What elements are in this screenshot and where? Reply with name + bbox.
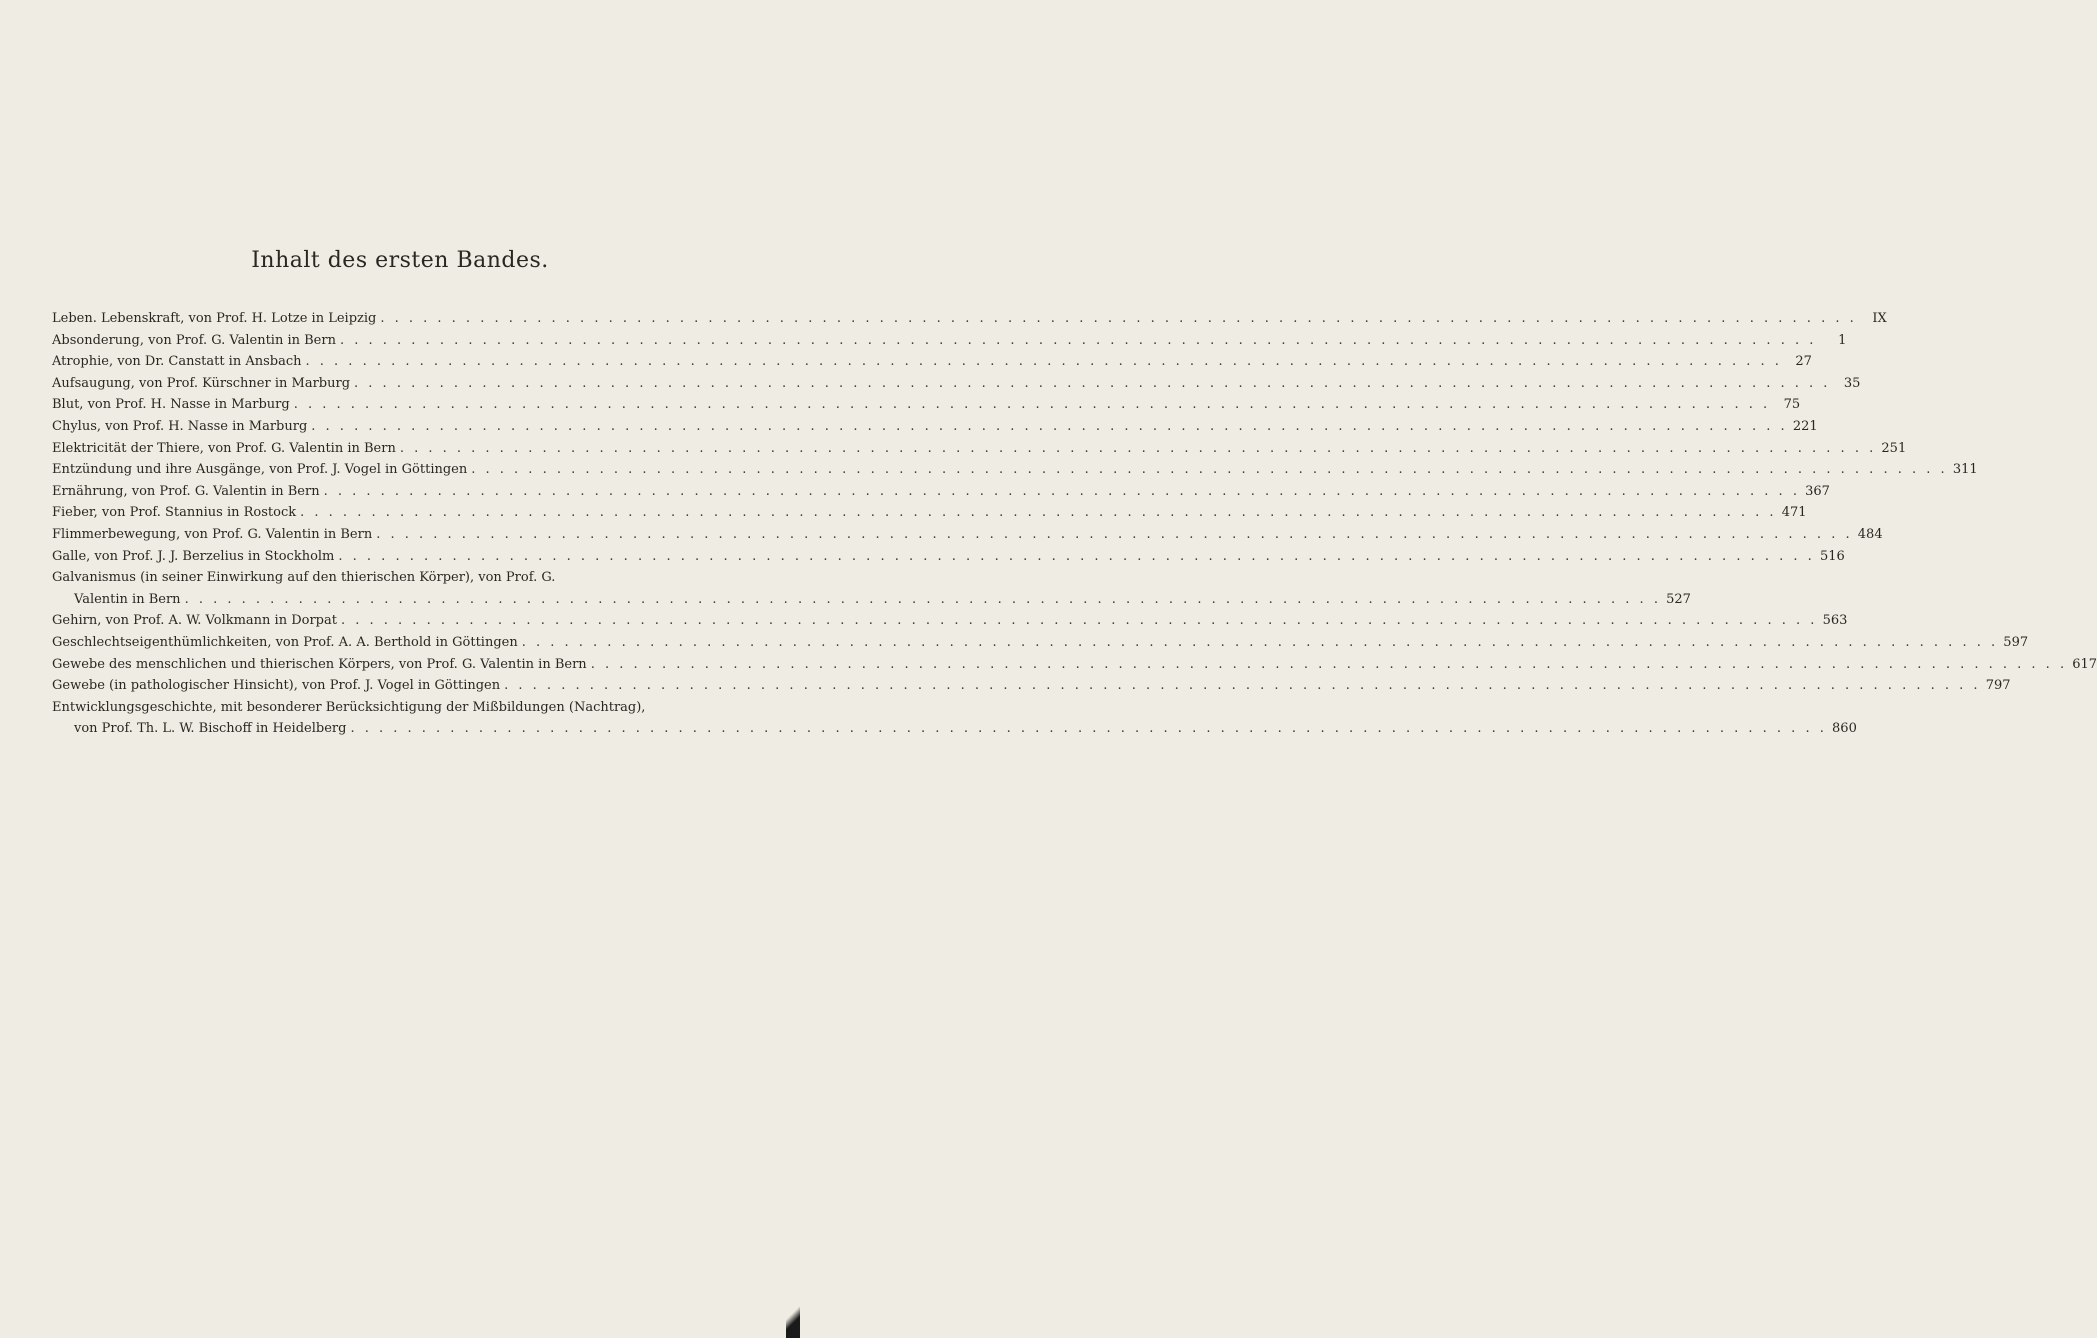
toc-page-number: 797 [1985, 678, 2011, 694]
toc-page-number: 1 [1838, 332, 1847, 348]
toc-page-number: 221 [1792, 418, 1818, 434]
toc-entry [52, 459, 1978, 481]
toc-page-number: 527 [1666, 591, 1691, 607]
leader-dots [400, 438, 1876, 460]
toc-entry-title: Elektricität der Thiere, von Prof. G. Valentin in Bern [52, 440, 396, 456]
leader-dots [340, 330, 1816, 352]
toc-entry [52, 654, 2097, 676]
toc-entry [52, 524, 1883, 546]
toc-entry-title: Entzündung und ihre Ausgänge, von Prof. J. Vogel in Göttingen [52, 462, 468, 478]
toc-page-number: 367 [1805, 483, 1830, 499]
toc-entry [52, 481, 1830, 503]
leader-dots [300, 502, 1776, 524]
leader-dots [376, 524, 1852, 546]
toc-page-number: 617 [2072, 656, 2097, 672]
toc-entry-title: Ernährung, von Prof. G. Valentin in Bern [52, 483, 320, 499]
toc-entry [52, 394, 1801, 416]
page-title: Inhalt des ersten Bandes. [251, 248, 549, 273]
toc-entry [52, 502, 1807, 524]
leader-dots [185, 589, 1661, 611]
leader-dots [591, 654, 2067, 676]
table-of-contents [52, 308, 2097, 740]
leader-dots [522, 632, 1998, 654]
leader-dots [350, 718, 1826, 740]
leader-dots [504, 675, 1980, 697]
toc-page-number: 563 [1822, 613, 1848, 629]
toc-entry [52, 697, 1857, 740]
toc-page-number: 516 [1819, 548, 1845, 564]
toc-entry [52, 416, 1818, 438]
toc-entry [52, 610, 1848, 632]
toc-entry-continuation: Valentin in Bern [74, 591, 181, 607]
toc-entry-continuation: von Prof. Th. L. W. Bischoff in Heidelberg [74, 721, 347, 737]
toc-entry [52, 438, 1907, 460]
toc-entry [52, 546, 1845, 568]
leader-dots [354, 373, 1830, 395]
leader-dots [341, 610, 1817, 632]
toc-page-number: 860 [1832, 721, 1857, 737]
scan-edge-shadow [786, 1298, 800, 1338]
toc-entry-title: Absonderung, von Prof. G. Valentin in Bern [52, 332, 336, 348]
toc-page-number: 35 [1843, 375, 1861, 391]
toc-entry [52, 330, 1847, 352]
toc-entry-title: Leben. Lebenskraft, von Prof. H. Lotze in Leipzig [52, 311, 377, 326]
toc-entry-title: Chylus, von Prof. H. Nasse in Marburg [52, 418, 308, 434]
leader-dots [311, 416, 1787, 438]
leader-dots [338, 546, 1814, 568]
toc-entry-title: Aufsaugung, von Prof. Kürschner in Marburg [52, 375, 351, 391]
leader-dots [306, 351, 1782, 373]
toc-entry-title: Geschlechtseigenthümlichkeiten, von Prof. A. A. Berthold in Göttingen [52, 634, 518, 650]
toc-page-number: 311 [1952, 462, 1978, 478]
toc-page-number: 27 [1795, 354, 1812, 370]
leader-dots [471, 459, 1947, 481]
toc-page-number: 471 [1781, 505, 1807, 521]
leader-dots [294, 394, 1770, 416]
toc-page-number: 597 [2003, 634, 2029, 650]
toc-entry-title: Flimmerbewegung, von Prof. G. Valentin in Bern [52, 526, 373, 542]
toc-entry-title: Fieber, von Prof. Stannius in Rostock [52, 505, 297, 521]
leader-dots [380, 308, 1856, 330]
toc-entry [52, 373, 1861, 395]
toc-entry [52, 675, 2011, 697]
toc-entry [52, 351, 1812, 373]
toc-page-number: IX [1872, 311, 1887, 326]
toc-entry-title: Blut, von Prof. H. Nasse in Marburg [52, 397, 290, 413]
toc-entry-title: Gewebe des menschlichen und thierischen Körpers, von Prof. G. Valentin in Bern [52, 656, 587, 672]
toc-page-number: 251 [1881, 440, 1907, 456]
toc-entry-title: Gewebe (in pathologischer Hinsicht), von Prof. J. Vogel in Göttingen [52, 678, 501, 694]
toc-entry [52, 308, 1887, 330]
leader-dots [324, 481, 1800, 503]
toc-entry-title: Gehirn, von Prof. A. W. Volkmann in Dorpat [52, 613, 337, 629]
toc-entry-title: Galvanismus (in seiner Einwirkung auf den thierischen Körper), von Prof. G. [52, 570, 556, 586]
toc-entry-title: Galle, von Prof. J. J. Berzelius in Stockholm [52, 548, 335, 564]
toc-page-number: 75 [1783, 397, 1801, 413]
toc-entry-title: Entwicklungsgeschichte, mit besonderer Berücksichtigung der Mißbildungen (Nachtrag), [52, 699, 646, 715]
toc-entry [52, 567, 1691, 610]
toc-page-number: 484 [1857, 526, 1883, 542]
toc-entry [52, 632, 2029, 654]
toc-entry-title: Atrophie, von Dr. Canstatt in Ansbach [52, 354, 302, 370]
